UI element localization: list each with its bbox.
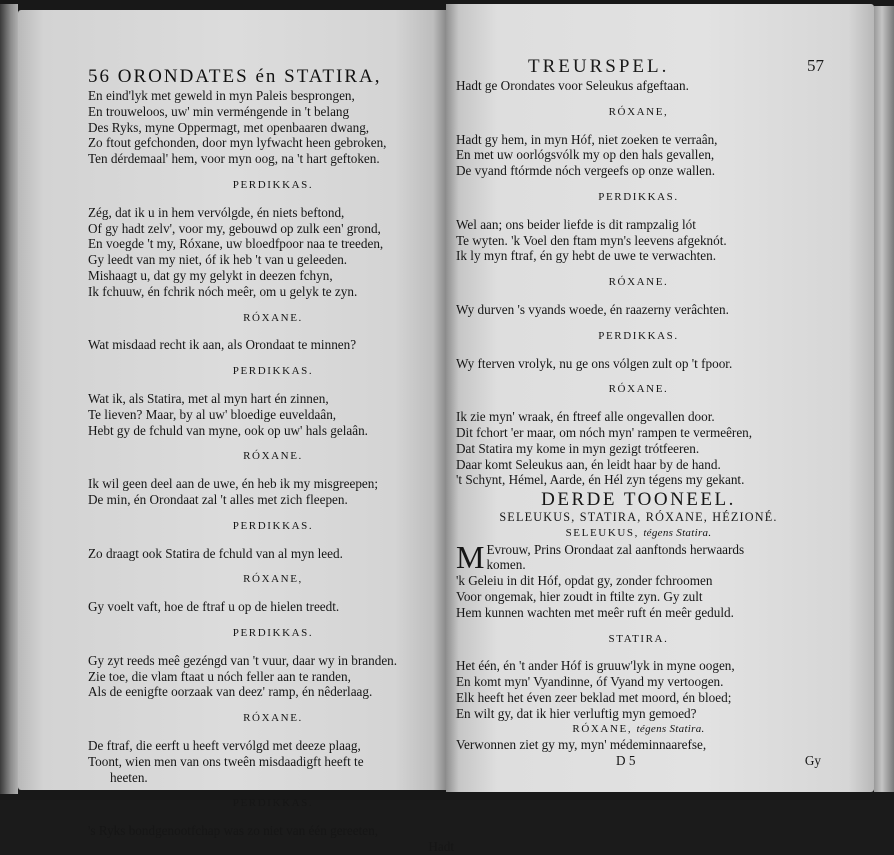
verse-line: Zég, dat ik u in hem vervólgde, én niets beftond, xyxy=(88,204,345,220)
speaker-name: STATIRA. xyxy=(608,632,669,645)
book-edge-right xyxy=(874,6,894,792)
speaker-name: PERDIKKAS. xyxy=(232,626,314,639)
speaker-name: RÓXANE, xyxy=(243,573,303,586)
verse-line: Hem kunnen wachten met meêr ruft én meêr geduld. xyxy=(456,604,734,620)
speaker-name: RÓXANE. xyxy=(243,311,303,324)
speaker-name: RÓXANE, xyxy=(608,105,669,118)
verse-line: En voegde 't my, Róxane, uw bloedfpoor naa te treeden, xyxy=(88,236,384,252)
verse-line: Gy leedt van my niet, óf ik heb 't van u geleeden. xyxy=(88,252,348,268)
speaker-name: RÓXANE. xyxy=(608,383,669,396)
right-page xyxy=(446,4,874,792)
catchword: Gy xyxy=(804,753,821,769)
verse-line: De ftraf, die eerft u heeft vervólgd met deeze plaag, xyxy=(88,737,361,753)
left-running-head xyxy=(88,66,381,88)
verse-line: De vyand ftórmde nóch vergeefs op onze wallen. xyxy=(456,163,716,179)
right-page-number: 57 xyxy=(807,56,824,75)
signature-row xyxy=(456,753,821,769)
verse-line: Des Ryks, myne Oppermagt, met openbaaren dwang, xyxy=(88,119,370,135)
left-running-title: ORONDATES én STATIRA, xyxy=(117,66,382,87)
verse-line: De min, én Orondaat zal 't alles met zich fleepen. xyxy=(88,491,348,507)
drop-cap: M xyxy=(456,538,485,575)
signature-mark: D 5 xyxy=(616,753,636,769)
verse-line: Voor ongemak, hier zoudt in ftilte zyn. Gy zult xyxy=(456,588,703,604)
verse-line: Gy zyt reeds meê gezéngd van 't vuur, daar wy in branden. xyxy=(88,652,398,668)
verse-line: Te lieven? Maar, by al uw' bloedige euveldaân, xyxy=(88,406,337,422)
stage-direction: tégens Statira. xyxy=(636,722,705,735)
cast-list: SELEUKUS, STATIRA, RÓXANE, HÉZIONÉ. xyxy=(499,509,778,524)
verse-line: En eind'lyk met geweld in myn Paleis besprongen, xyxy=(88,88,355,103)
book-edge-left xyxy=(0,4,18,794)
verse-line: Te wyten. 'k Voel den ftam myn's leevens afgeknót. xyxy=(456,232,727,248)
left-page xyxy=(18,10,454,854)
speaker-name: SELEUKUS, xyxy=(565,526,639,539)
drop-cap-paragraph xyxy=(456,538,821,722)
left-page-text xyxy=(88,88,458,855)
verse-line: Verwonnen ziet gy my, myn' médeminnaarefse, xyxy=(456,737,707,753)
verse-line: komen. xyxy=(486,557,526,573)
verse-line: Zie toe, die vlam ftaat u nóch feller aan te randen, xyxy=(88,668,351,684)
speaker-heading xyxy=(456,526,821,542)
verse-line: Hadt ge Orondates voor Seleukus afgeftaan. xyxy=(456,78,689,93)
verse-line: Hebt gy de fchuld van myne, ook op uw' hals gelaân. xyxy=(88,422,368,438)
verse-line: Wat misdaad recht ik aan, als Orondaat te minnen? xyxy=(88,337,357,353)
verse-line: Hadt gy hem, in myn Hóf, niet zoeken te verraân, xyxy=(456,131,718,147)
verse-line: Ik wil geen deel aan de uwe, én heb ik my misgreepen; xyxy=(88,476,379,492)
verse-line: En met uw oorlógsvólk my op den hals gevallen, xyxy=(456,147,715,163)
speaker-name: RÓXANE. xyxy=(608,276,669,289)
verse-line: heeten. xyxy=(110,769,148,785)
verse-line: En wilt gy, dat ik hier verluftig myn gemoed? xyxy=(456,705,697,721)
speaker-name: PERDIKKAS. xyxy=(232,797,314,810)
speaker-name: PERDIKKAS. xyxy=(598,190,679,203)
speaker-name: RÓXANE. xyxy=(243,712,303,725)
verse-line: En trouweloos, uw' min verméngende in 't belang xyxy=(88,103,350,119)
right-running-title: TREURSPEL. xyxy=(528,56,670,77)
verse-line: Daar komt Seleukus aan, én leidt haar by de hand. xyxy=(456,456,721,472)
verse-line: En komt myn' Vyandinne, óf Vyand my vertoogen. xyxy=(456,674,724,690)
catchword: Hadt xyxy=(428,838,454,854)
verse-line: Ten dérdemaal' hem, voor myn oog, na 't hart geftoken. xyxy=(88,151,380,167)
verse-line: Of gy hadt zelv', voor my, gebouwd op zulk een' grond, xyxy=(88,220,381,236)
left-page-number: 56 xyxy=(88,66,111,87)
verse-line: Dit fchort 'er maar, om nóch myn' rampen te vermeêren, xyxy=(456,424,753,440)
verse-line: Wel aan; ons beider liefde is dit rampzalig lót xyxy=(456,216,696,232)
act-heading: DERDE TOONEEL. xyxy=(541,489,736,511)
right-page-text xyxy=(456,78,821,769)
verse-line: Gy voelt vaft, hoe de ftraf u op de hielen treedt. xyxy=(88,599,340,615)
speaker-name: PERDIKKAS. xyxy=(232,519,314,532)
speaker-name: RÓXANE, xyxy=(572,722,633,735)
speaker-heading xyxy=(456,722,821,738)
verse-line: Elk heeft het éven zeer beklad met moord, én bloed; xyxy=(456,689,732,705)
stage-direction: tégens Statira. xyxy=(643,526,712,539)
verse-line: Als de eenigfte oorzaak van deez' ramp, én nêderlaag. xyxy=(88,684,373,700)
verse-line: Ik ly myn ftraf, én gy hebt de uwe te verwachten. xyxy=(456,248,716,264)
speaker-name: PERDIKKAS. xyxy=(598,329,679,342)
verse-line: Mishaagt u, dat gy my gelykt in deezen fchyn, xyxy=(88,267,333,283)
verse-line: 's Ryks bondgenootfchap was zo niet van één gereeten, xyxy=(88,823,379,839)
verse-line: Wat ik, als Statira, met al myn hart én zinnen, xyxy=(88,390,329,406)
verse-line: Zo draagt ook Statira de fchuld van al myn leed. xyxy=(88,545,343,561)
verse-line: Ik fchuuw, én fchrik nóch meêr, om u gelyk te zyn. xyxy=(88,283,358,299)
right-text-before xyxy=(456,78,821,488)
verse-line: Wy durven 's vyands woede, én raazerny verâchten. xyxy=(456,301,729,317)
verse-line: 'k Geleiu in dit Hóf, opdat gy, zonder fchroomen xyxy=(456,573,713,589)
verse-line: Wy fterven vrolyk, nu ge ons vólgen zult op 't fpoor. xyxy=(456,355,733,371)
verse-line: Toont, wien men van ons tweên misdaadigft heeft te xyxy=(88,753,364,769)
verse-line: Evrouw, Prins Orondaat zal aanftonds herwaards xyxy=(486,541,745,557)
verse-line: Ik zie myn' wraak, én ftreef alle ongevallen door. xyxy=(456,409,715,425)
speaker-name: RÓXANE. xyxy=(243,450,303,463)
verse-line: Het één, én 't ander Hóf is gruuw'lyk in myne oogen, xyxy=(456,658,735,674)
verse-line: Dat Statira my kome in myn gezigt trótfeeren. xyxy=(456,440,700,456)
speaker-name: PERDIKKAS. xyxy=(232,365,314,378)
verse-line: 't Schynt, Hémel, Aarde, én Hél zyn tégens my gekant. xyxy=(456,472,745,488)
verse-line: Zo ftout gefchonden, door myn lyfwacht heen gebroken, xyxy=(88,135,387,151)
speaker-name: PERDIKKAS. xyxy=(232,178,314,191)
right-text-after xyxy=(456,538,821,722)
